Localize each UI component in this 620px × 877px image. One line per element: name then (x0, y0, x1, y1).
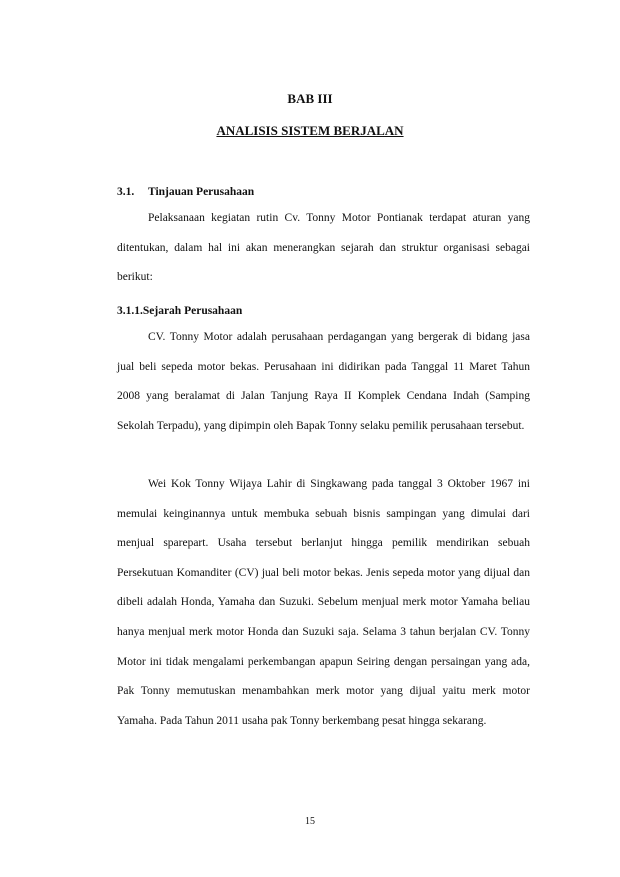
section-heading (117, 186, 254, 198)
subsection-number: 3.1.1. (117, 305, 143, 317)
section-number: 3.1. (117, 186, 135, 198)
section-paragraph: Pelaksanaan kegiatan rutin Cv. Tonny Motor Pontianak terdapat aturan yang ditentukan, dalam hal ini akan menerangkan sejarah dan struktur organisasi sebagai berikut: (117, 212, 530, 284)
history-paragraph-2: Wei Kok Tonny Wijaya Lahir di Singkawang pada tanggal 3 Oktober 1967 ini memulai keinginannya untuk membuka sebuah bisnis sampingan yang dimulai dari menjual sparepart. Usaha tersebut berlanjut hingga pemilik mendirikan sebuah Persekutuan Komanditer (CV) jual beli motor bekas. Jenis sepeda motor yang dijual dan dibeli adalah Honda, Yamaha dan Suzuki. Sebelum menjual merk motor Yamaha beliau hanya menjual merk motor Honda dan Suzuki saja. Selama 3 tahun berjalan CV. Tonny Motor ini tidak mengalami perkembangan apapun Seiring dengan persaingan yang ada, Pak Tonny memutuskan menambahkan merk motor yang dijual yaitu merk motor Yamaha. Pada Tahun 2011 usaha pak Tonny berkembang pesat hingga sekarang. (117, 478, 530, 727)
subsection-heading (117, 305, 242, 317)
section-title: Tinjauan Perusahaan (148, 186, 255, 198)
page-number: 15 (305, 816, 315, 827)
chapter-number: BAB III (287, 91, 333, 106)
chapter-title: ANALISIS SISTEM BERJALAN (216, 123, 404, 138)
subsection-title: Sejarah Perusahaan (142, 305, 243, 317)
history-paragraph-1: CV. Tonny Motor adalah perusahaan perdagangan yang bergerak di bidang jasa jual beli sepeda motor bekas. Perusahaan ini didirikan pada Tanggal 11 Maret Tahun 2008 yang beralamat di Jalan Tanjung Raya II Komplek Cendana Indah (Samping Sekolah Terpadu), yang dipimpin oleh Bapak Tonny selaku pemilik perusahaan tersebut. (117, 331, 530, 432)
